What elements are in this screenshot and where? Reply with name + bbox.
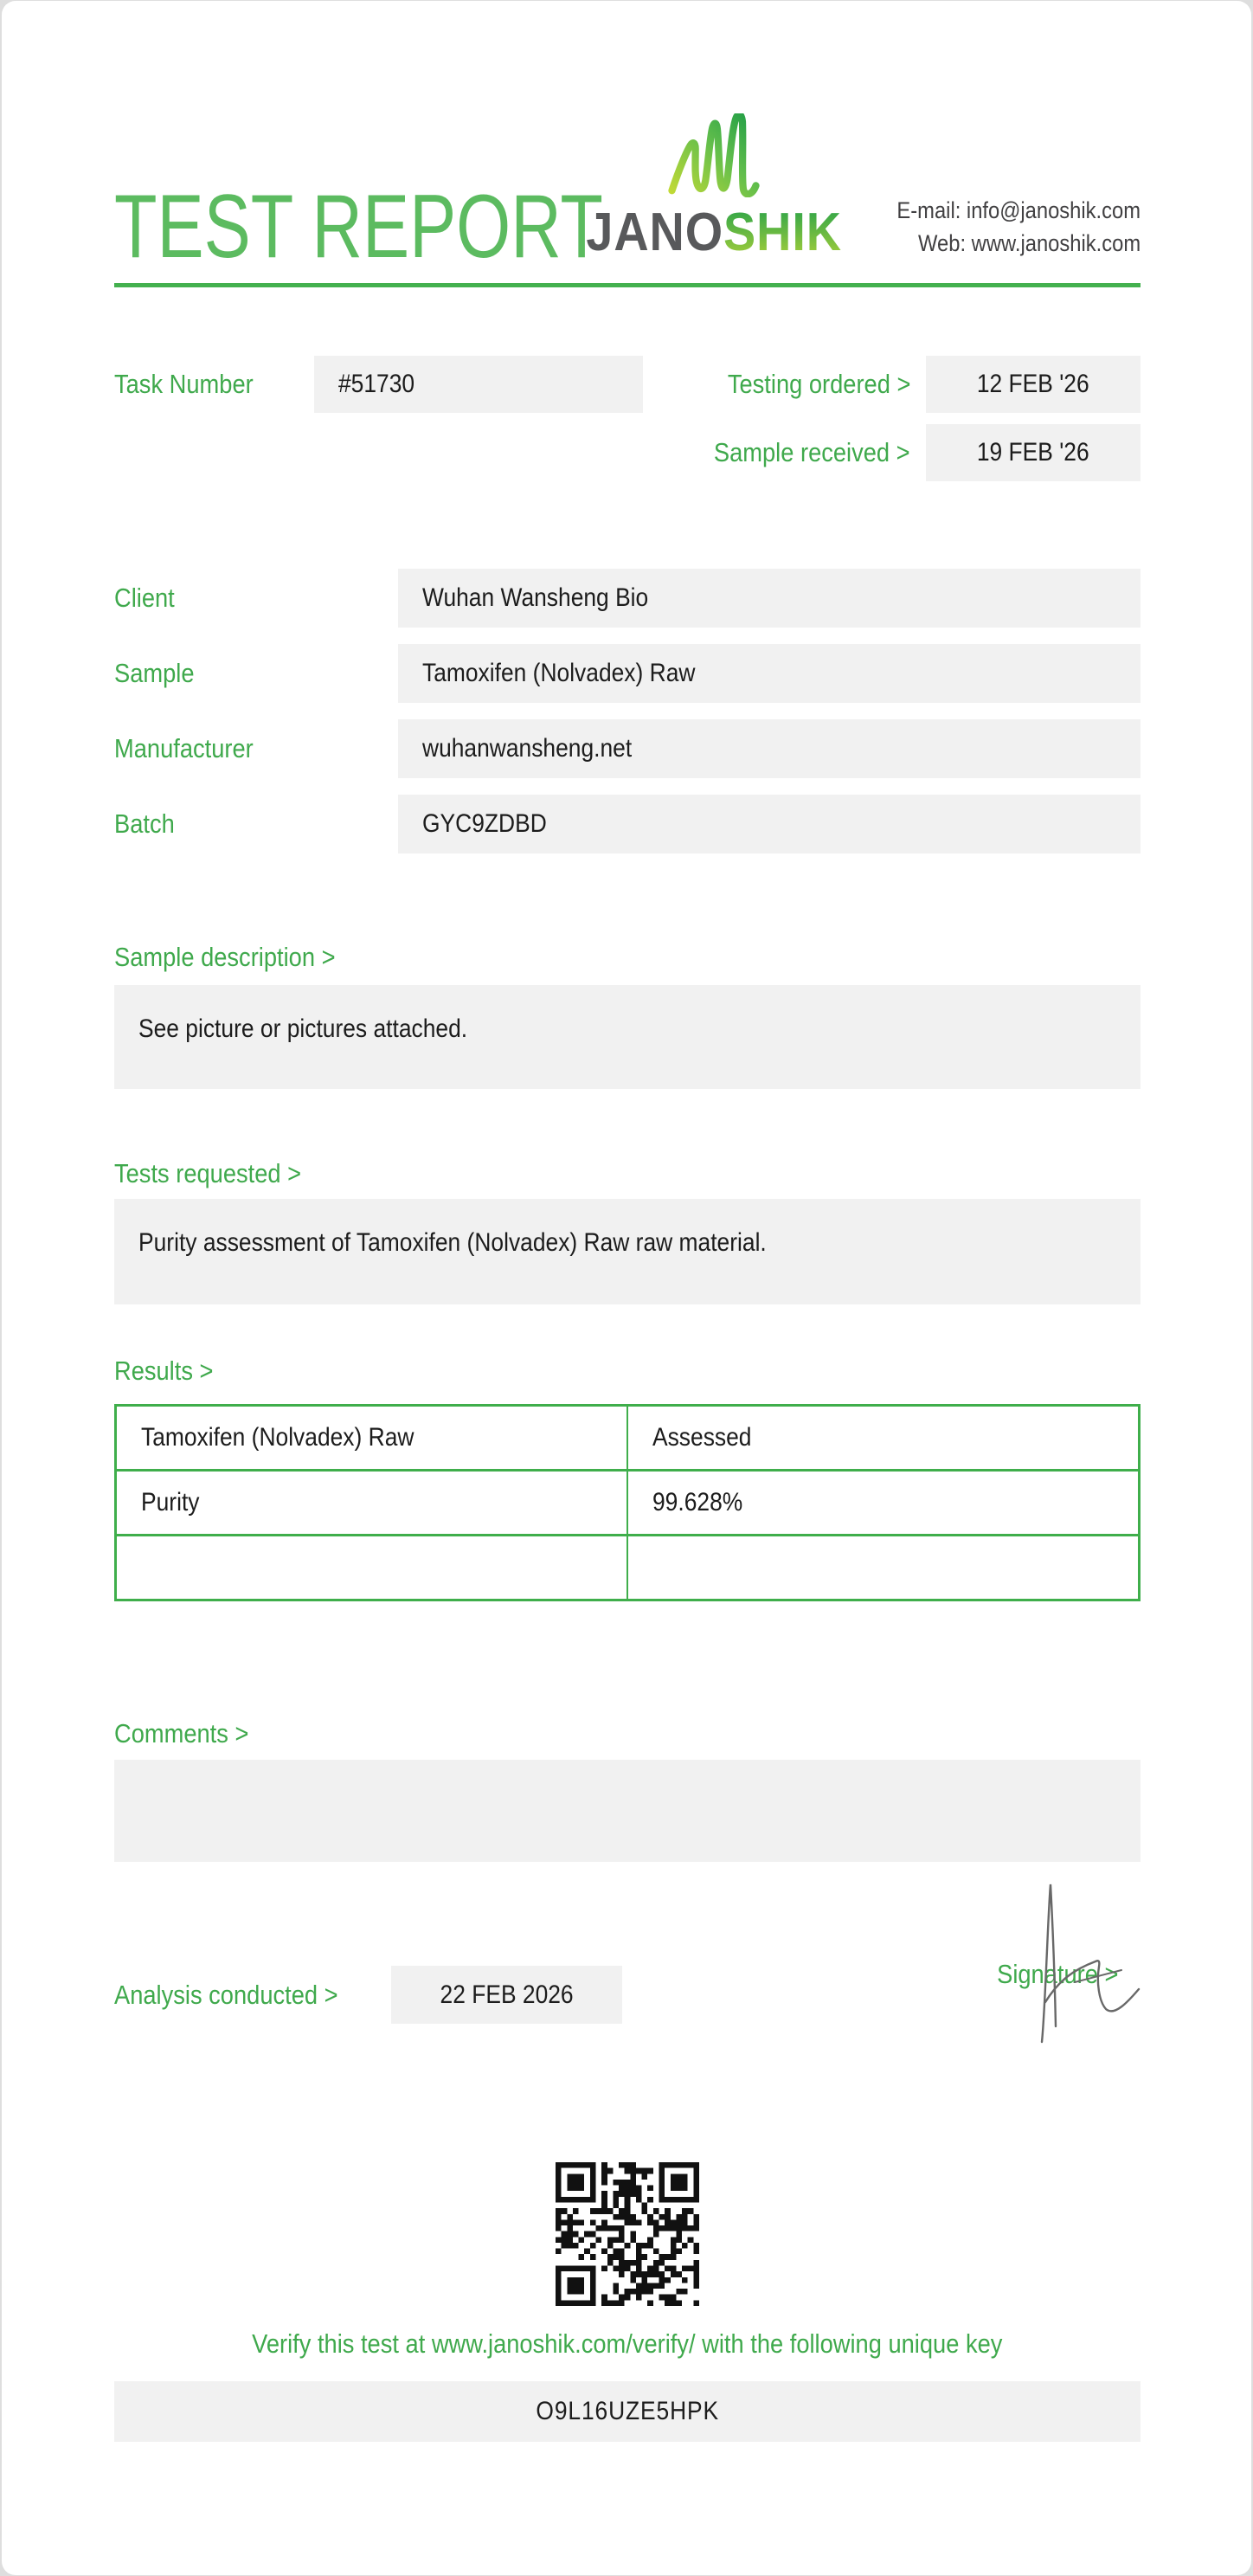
qr-code-icon [556,2162,699,2306]
contact-block [864,194,1141,260]
report-header [114,1,1141,277]
results-header-cell-substance: Tamoxifen (Nolvadex) Raw [117,1407,628,1469]
tests-requested-label: Tests requested > [114,1158,302,1188]
report-page [2,1,1251,2575]
comments-box [114,1760,1141,1862]
page-title: TEST REPORT [114,177,603,277]
logo-shik-text: SHIK [723,203,842,262]
sample-received-value: 19 FEB '26 [926,424,1141,481]
detail-row-manufacturer [114,719,1141,778]
comments-label: Comments > [114,1718,249,1748]
janoshik-logo [584,113,844,260]
batch-label: Batch [114,808,175,839]
logo-chart-icon [662,113,766,197]
qr-wrap [114,2162,1141,2306]
task-section [114,356,1141,481]
sample-received-row [687,424,1141,481]
client-label: Client [114,583,175,613]
sample-description-label: Sample description > [114,942,336,972]
manufacturer-value: wuhanwansheng.net [398,719,1141,778]
results-row-empty [117,1534,1138,1599]
results-header-cell-assessed: Assessed [652,1423,752,1452]
unique-key-box: O9L16UZE5HPK [114,2381,1141,2442]
batch-value: GYC9ZDBD [398,795,1141,853]
detail-row-sample [114,644,1141,703]
testing-ordered-row [687,356,1141,413]
verify-text: Verify this test at www.janoshik.com/verify/ with the following unique key [252,2328,1003,2359]
signature-label: Signature > [996,1958,1118,1989]
logo-wordmark [586,203,842,262]
details-section [114,569,1141,853]
results-label: Results > [114,1356,214,1386]
task-number-value: #51730 [314,356,643,413]
analysis-conducted-label: Analysis conducted > [114,1979,338,2010]
task-number-label: Task Number [114,369,254,399]
testing-ordered-value: 12 FEB '26 [926,356,1141,413]
web-text: Web: www.janoshik.com [917,230,1141,256]
email-text: E-mail: info@janoshik.com [896,197,1141,223]
results-cell-empty-1 [117,1536,628,1599]
dates-column [687,356,1141,481]
tests-requested-box: Purity assessment of Tamoxifen (Nolvadex) Raw raw material. [114,1199,1141,1304]
detail-row-batch [114,795,1141,853]
sample-received-label: Sample received > [714,437,910,467]
header-divider [114,283,1141,287]
detail-row-client [114,569,1141,628]
testing-ordered-label: Testing ordered > [727,369,910,399]
results-table [114,1404,1141,1601]
sample-description-box: See picture or pictures attached. [114,985,1141,1089]
results-cell-purity-label: Purity [117,1472,628,1534]
manufacturer-label: Manufacturer [114,733,254,763]
sample-label: Sample [114,658,195,688]
results-cell-purity-value: 99.628% [652,1488,743,1517]
logo-jano-text: JANO [586,203,723,262]
sample-value: Tamoxifen (Nolvadex) Raw [398,644,1141,703]
client-value: Wuhan Wansheng Bio [398,569,1141,628]
results-header-row [117,1407,1138,1469]
task-number-row [114,356,643,413]
signature-scribble-icon [1031,1879,1144,2048]
analysis-signature-row [114,1958,1141,2024]
results-cell-empty-2 [628,1536,1138,1599]
results-row-purity [117,1469,1138,1534]
page-title-wrap [114,177,603,277]
analysis-conducted-value: 22 FEB 2026 [391,1966,622,2024]
